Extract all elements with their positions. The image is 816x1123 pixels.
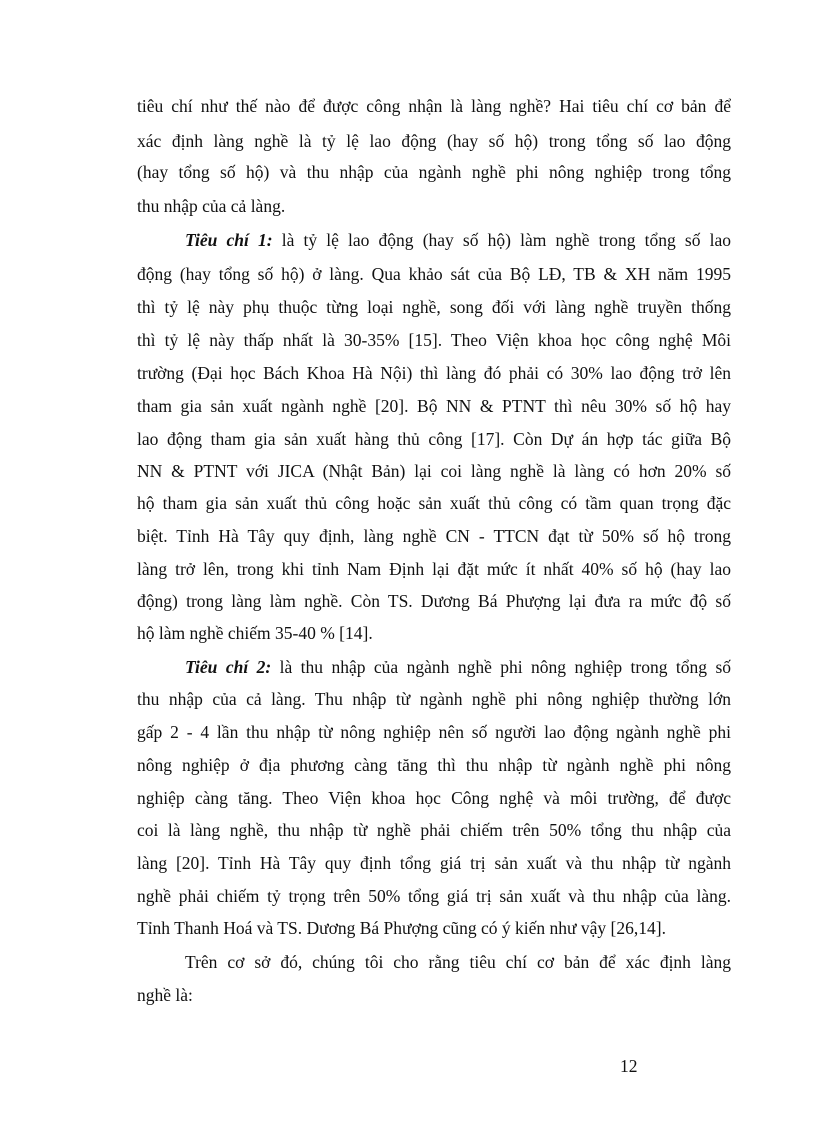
criterion2-lead: Tiêu chí 2: [185,657,272,677]
criterion1-lead: Tiêu chí 1: [185,230,273,250]
text-line: nghề phải chiếm tỷ trọng trên 50% tổng giá trị sản xuất và thu nhập của làng. [137,886,731,906]
text-line: động (hay tổng số hộ) ở làng. Qua khảo sát của Bộ LĐ, TB & XH năm 1995 [137,264,731,284]
text-line: tiêu chí như thế nào để được công nhận là làng nghề? Hai tiêu chí cơ bản để [137,96,731,116]
text-line: động) trong làng làm nghề. Còn TS. Dương Bá Phượng lại đưa ra mức độ số [137,591,731,611]
page-number: 12 [620,1056,638,1076]
text-line: thì tỷ lệ này phụ thuộc từng loại nghề, song đối với làng nghề truyền thống [137,297,731,317]
text-line: thì tỷ lệ này thấp nhất là 30-35% [15]. Theo Viện khoa học công nghệ Môi [137,330,731,350]
text-line: hộ tham gia sản xuất thủ công hoặc sản xuất thủ công có tầm quan trọng đặc [137,493,731,513]
text-line: lao động tham gia sản xuất hàng thủ công [17]. Còn Dự án hợp tác giữa Bộ [137,429,731,449]
criterion2-first-line [185,657,731,677]
text-line: nông nghiệp ở địa phương càng tăng thì thu nhập từ ngành nghề phi nông [137,755,731,775]
text-line: tham gia sản xuất ngành nghề [20]. Bộ NN & PTNT thì nêu 30% số hộ hay [137,396,731,416]
criterion1-first-line-text: là tỷ lệ lao động (hay số hộ) làm nghề trong tổng số lao [272,230,732,250]
text-line: nghiệp càng tăng. Theo Viện khoa học Công nghệ và môi trường, để được [137,788,731,808]
text-line: làng [20]. Tỉnh Hà Tây quy định tổng giá trị sản xuất và thu nhập từ ngành [137,853,731,873]
criterion2-first-line-text: là thu nhập của ngành nghề phi nông nghiệp trong tổng số [271,657,732,677]
text-line: biệt. Tỉnh Hà Tây quy định, làng nghề CN - TTCN đạt từ 50% số hộ trong [137,526,731,546]
text-line: gấp 2 - 4 lần thu nhập từ nông nghiệp nên số người lao động ngành nghề phi [137,722,731,742]
text-line: làng trở lên, trong khi tỉnh Nam Định lại đặt mức ít nhất 40% số hộ (hay lao [137,559,731,579]
text-line: nghề là: [137,985,193,1005]
text-line: Tỉnh Thanh Hoá và TS. Dương Bá Phượng cũng có ý kiến như vậy [26,14]. [137,918,666,938]
text-line: hộ làm nghề chiếm 35-40 % [14]. [137,623,373,643]
criterion1-first-line [185,230,731,250]
text-line: thu nhập của cả làng. Thu nhập từ ngành nghề phi nông nghiệp thường lớn [137,689,731,709]
text-line: Trên cơ sở đó, chúng tôi cho rằng tiêu chí cơ bản để xác định làng [185,952,731,972]
text-line: NN & PTNT với JICA (Nhật Bản) lại coi làng nghề là làng có hơn 20% số [137,461,731,481]
text-line: trường (Đại học Bách Khoa Hà Nội) thì làng đó phải có 30% lao động trở lên [137,363,731,383]
text-line: xác định làng nghề là tỷ lệ lao động (hay số hộ) trong tổng số lao động [137,131,731,151]
text-line: coi là làng nghề, thu nhập từ nghề phải chiếm trên 50% tổng thu nhập của [137,820,731,840]
text-line: thu nhập của cả làng. [137,196,286,216]
text-line: (hay tổng số hộ) và thu nhập của ngành nghề phi nông nghiệp trong tổng [137,162,731,182]
